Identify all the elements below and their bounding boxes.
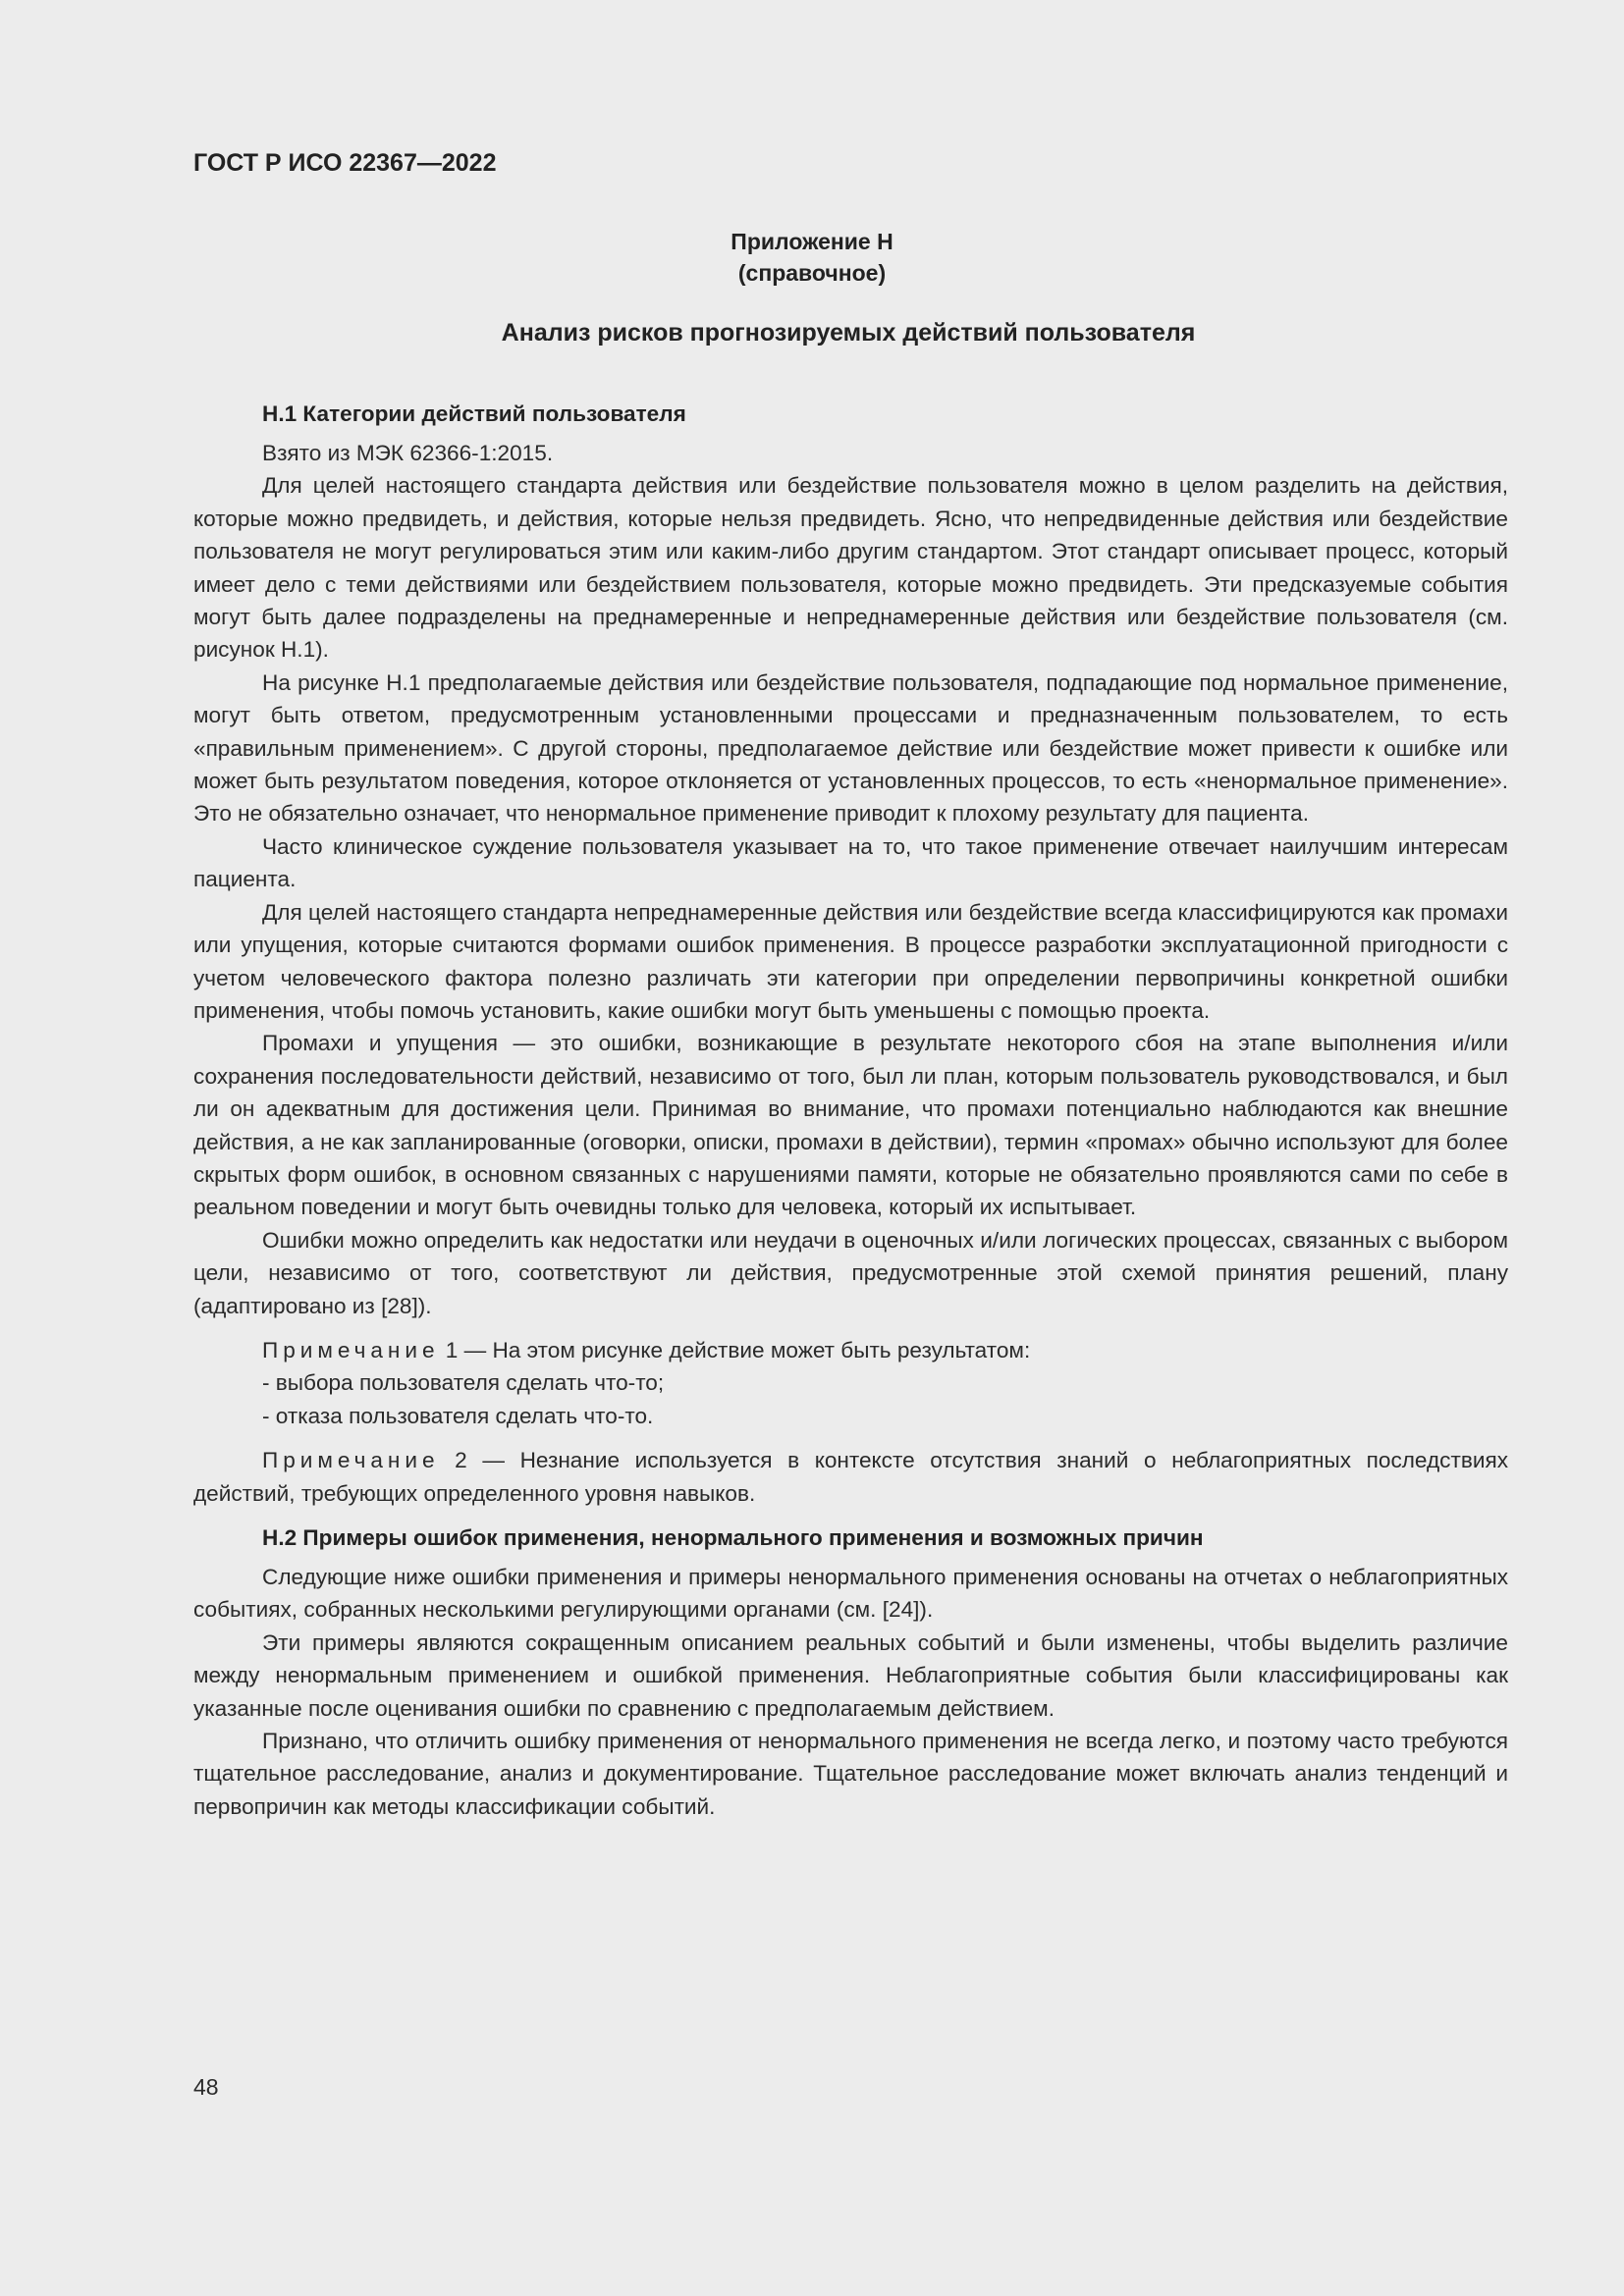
- document-code: ГОСТ Р ИСО 22367—2022: [193, 149, 497, 177]
- note-2: [193, 1444, 1508, 1510]
- paragraph: Часто клиническое суждение пользователя указывает на то, что такое применение отвечает наилучшим интересам пациента.: [193, 833, 1508, 892]
- document-body: [193, 398, 1508, 1823]
- paragraph: На рисунке Н.1 предполагаемые действия или бездействие пользователя, подпадающие под нормальное применение, могут быть ответом, предусмотренным установленными процессами и предназначенным пользователем, то есть «правильным применением». С другой стороны, предполагаемое действие или бездействие может привести к ошибке или может быть результатом поведения, которое отклоняется от установленных процессов, то есть «ненормальное применение». Это не обязательно означает, что ненормальное применение приводит к плохому результату для пациента.: [193, 669, 1508, 827]
- list-item: - выбора пользователя сделать что-то;: [262, 1370, 665, 1396]
- appendix-status: (справочное): [737, 260, 887, 286]
- note-2-body: 2 — Незнание используется в контексте отсутствия знаний о неблагоприятных последствиях действий, требующих определенного уровня навыков.: [193, 1448, 1508, 1506]
- paragraph: Эти примеры являются сокращенным описанием реальных событий и были изменены, чтобы выделить различие между ненормальным применением и ошибкой применения. Неблагоприятные события были классифицированы как указанные после оценивания ошибки по сравнению с предполагаемым действием.: [193, 1629, 1508, 1721]
- paragraph: Ошибки можно определить как недостатки или неудачи в оценочных и/или логических процессах, связанных с выбором цели, независимо от того, соответствуют ли действия, предусмотренные этой схемой принятия решений, плану (адаптировано из [28]).: [193, 1227, 1508, 1318]
- note-1-body: 1 — На этом рисунке действие может быть результатом:: [445, 1337, 1031, 1362]
- page-number: 48: [193, 2074, 219, 2100]
- note-1: [193, 1334, 1508, 1432]
- paragraph: Признано, что отличить ошибку применения от ненормального применения не всегда легко, и поэтому часто требуются тщательное расследование, анализ и документирование. Тщательное расследование может включать анализ тенденций и первопричин как методы классификации событий.: [193, 1729, 1508, 1819]
- note-2-text: [193, 1444, 1508, 1510]
- paragraph: Промахи и упущения — это ошибки, возникающие в результате некоторого сбоя на этапе выполнения и/или сохранения последовательности действий, независимо от того, был ли план, которым пользователь руководствовался, и был ли он адекватным для достижения цели. Принимая во внимание, что промахи потенциально наблюдаются как внешние действия, а не как запланированные (оговорки, описки, промахи в действии), термин «промах» обычно используют для более скрытых форм ошибок, в основном связанных с нарушениями памяти, которые не обязательно проявляются сами по себе в реальном поведении и могут быть очевидны только для человека, который их испытывает.: [193, 1031, 1508, 1220]
- paragraph: Следующие ниже ошибки применения и примеры ненормального применения основаны на отчетах о неблагоприятных событиях, собранных несколькими регулирующими органами (см. [24]).: [193, 1565, 1508, 1623]
- note-label: Примечание: [262, 1337, 440, 1362]
- source-reference: Взято из МЭК 62366-1:2015.: [262, 441, 554, 465]
- section-2-heading: Н.2 Примеры ошибок применения, ненормального применения и возможных причин: [262, 1525, 1204, 1550]
- appendix-label: Приложение Н: [731, 229, 893, 254]
- appendix-heading: [0, 226, 1624, 289]
- paragraph: Для целей настоящего стандарта непреднамеренные действия или бездействие всегда классифицируются как промахи или упущения, которые считаются формами ошибок применения. В процессе разработки эксплуатационной пригодности с учетом человеческого фактора полезно различать эти категории при определении первопричины конкретной ошибки применения, чтобы помочь установить, какие ошибки могут быть уменьшены с помощью проекта.: [193, 899, 1508, 1023]
- note-1-text: [193, 1334, 1508, 1366]
- section-1-heading: Н.1 Категории действий пользователя: [262, 401, 686, 426]
- list-item: - отказа пользователя сделать что-то.: [262, 1403, 654, 1428]
- appendix-title: Анализ рисков прогнозируемых действий пользователя: [501, 319, 1196, 347]
- note-1-list: [193, 1366, 1508, 1432]
- note-label: Примечание: [262, 1448, 440, 1473]
- paragraph: Для целей настоящего стандарта действия или бездействие пользователя можно в целом разделить на действия, которые можно предвидеть, и действия, которые нельзя предвидеть. Ясно, что непредвиденные действия или бездействие пользователя не могут регулироваться этим или каким-либо другим стандартом. Этот стандарт описывает процесс, который имеет дело с теми действиями или бездействием пользователя, которые можно предвидеть. Эти предсказуемые события могут быть далее подразделены на преднамеренные и непреднамеренные действия или бездействие пользователя (см. рисунок Н.1).: [193, 473, 1508, 663]
